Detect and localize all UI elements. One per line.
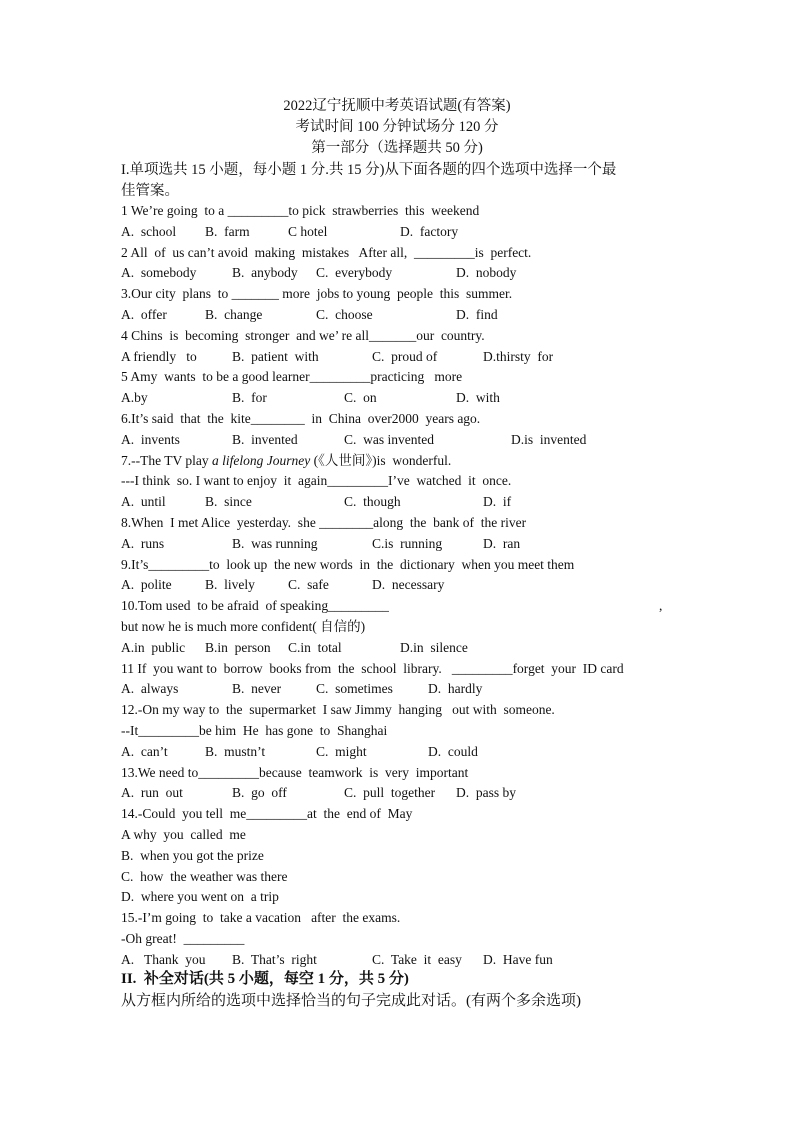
options-row: [121, 783, 681, 803]
answer-option: A. somebody: [121, 265, 197, 281]
question-line: [121, 825, 246, 845]
answer-option: D. factory: [400, 223, 459, 239]
answer-option: B. for: [232, 390, 267, 406]
answer-option: B. anybody: [232, 265, 298, 281]
question-text: 8.When I met Alice yesterday. she ________along the bank of the river: [121, 515, 527, 530]
answer-option: C. Take it easy: [372, 951, 462, 967]
answer-option: B. go off: [232, 785, 287, 801]
options-row: [121, 222, 681, 242]
question-line: [121, 908, 400, 928]
question-text: 9.It’s_________to look up the new words in the dictionary when you meet them: [121, 556, 575, 572]
section2-instruction: 从方框内所给的选项中选择恰当的句子完成此对话。(有两个多余选项): [121, 993, 581, 1009]
answer-option: C hotel: [288, 223, 328, 239]
answer-option: D. with: [456, 390, 500, 406]
question-line: [121, 326, 485, 346]
question-line: [121, 471, 511, 491]
answer-option: A.in public: [121, 639, 186, 655]
answer-option: C. on: [344, 390, 377, 406]
options-row: [121, 679, 681, 699]
question-line: [121, 367, 462, 387]
question-line: [121, 284, 512, 304]
answer-option: A. can’t: [121, 743, 168, 759]
question-line: [121, 659, 624, 679]
question-text: 1 We’re going to a _________to pick strawberries this weekend: [121, 203, 480, 218]
answer-option: D. Have fun: [483, 951, 553, 967]
answer-option: C. choose: [316, 307, 373, 322]
answer-option: A. polite: [121, 577, 172, 593]
question-line: [121, 617, 365, 637]
options-row: [121, 263, 681, 283]
question-text: D. where you went on a trip: [121, 889, 279, 905]
exam-title: 2022辽宁抚顺中考英语试题(有答案): [283, 98, 511, 114]
question-line: [121, 596, 663, 616]
options-row: [121, 638, 681, 658]
answer-option: D. nobody: [456, 265, 517, 281]
question-line: [121, 804, 412, 824]
answer-option: A. school: [121, 223, 177, 239]
question-text: 13.We need to_________because teamwork is very important: [121, 764, 469, 780]
question-line: [121, 243, 531, 263]
question-text: --It_________be him He has gone to Shanghai: [121, 723, 388, 738]
question-line: [121, 846, 264, 866]
question-line: [121, 201, 479, 221]
part-heading: 第一部分（选择题共 50 分): [311, 140, 483, 156]
question-text: 3.Our city plans to _______ more jobs to young people this summer.: [121, 286, 513, 302]
question-text: -Oh great! _________: [121, 931, 245, 946]
question-line: [121, 700, 555, 720]
answer-option: D. necessary: [372, 577, 445, 593]
question-text: C. how the weather was there: [121, 868, 288, 884]
answer-option: B. patient with: [232, 348, 319, 364]
question-text: 2 All of us can’t avoid making mistakes After all, _________is perfect.: [121, 244, 532, 260]
question-text: 12.-On my way to the supermarket I saw Jimmy hanging out with someone.: [121, 702, 555, 718]
question-line: [121, 409, 480, 429]
answer-option: C. was invented: [344, 431, 434, 447]
question-text: 15.-I’m going to take a vacation after the exams.: [121, 910, 401, 926]
section2-title: II. 补全对话(共 5 小题，每空 1 分，共 5 分): [121, 971, 409, 987]
answer-option: B. was running: [232, 535, 318, 551]
answer-option: D. if: [483, 494, 512, 510]
question-text-cont: (《人世间》)is wonderful.: [310, 452, 452, 468]
question-line: [121, 929, 244, 949]
answer-option: A. runs: [121, 535, 165, 551]
answer-option: A. invents: [121, 431, 180, 447]
answer-option: D. hardly: [428, 681, 483, 697]
question-text: A why you called me: [121, 827, 246, 842]
question-text: 14.-Could you tell me_________at the end of May: [121, 806, 413, 822]
answer-option: A.by: [121, 390, 148, 406]
options-row: [121, 534, 681, 554]
exam-subtitle: 考试时间 100 分钟试场分 120 分: [295, 119, 499, 135]
answer-option: C. might: [316, 743, 367, 759]
question-line: [121, 555, 574, 575]
answer-option: B. farm: [205, 223, 250, 239]
answer-option: D. pass by: [456, 785, 516, 801]
answer-option: B. never: [232, 681, 282, 697]
question-line: [121, 763, 468, 783]
italic-title: a lifelong Journey: [211, 452, 311, 468]
question-text: 6.It’s said that the kite________ in China over2000 years ago.: [121, 411, 481, 426]
options-row: [121, 430, 681, 450]
answer-option: B.in person: [205, 639, 271, 655]
question-line: [121, 513, 526, 533]
answer-option: C. safe: [288, 577, 329, 593]
answer-option: A friendly to: [121, 348, 197, 364]
answer-option: D.in silence: [400, 639, 468, 655]
answer-option: D. find: [456, 307, 498, 322]
question-text: 7.--The TV play: [121, 452, 212, 468]
options-row: [121, 742, 681, 762]
section1-instruction: I.单项选共 15 小题，每小题 1 分.共 15 分)从下面各题的四个选项中选择一个最: [121, 162, 617, 178]
question-line: [121, 451, 451, 471]
answer-option: B. since: [205, 494, 252, 510]
question-line: [121, 887, 279, 907]
section1-instruction-cont: 佳管案。: [121, 183, 179, 199]
answer-option: B. That’s right: [232, 951, 317, 967]
question-text: 4 Chins is becoming stronger and we’ re all_______our country.: [121, 327, 485, 343]
answer-option: D.thirsty for: [483, 348, 554, 364]
options-row: [121, 575, 681, 595]
answer-option: B. invented: [232, 431, 298, 447]
answer-option: C. everybody: [316, 265, 393, 281]
answer-option: C. pull together: [344, 785, 436, 801]
options-row: [121, 305, 681, 325]
answer-option: B. lively: [205, 577, 255, 593]
answer-option: C. sometimes: [316, 681, 393, 697]
trailing-comma: ,: [659, 598, 663, 614]
question-text: but now he is much more confident( 自信的): [121, 619, 366, 634]
answer-option: A. run out: [121, 785, 183, 801]
question-text: 10.Tom used to be afraid of speaking_________: [121, 598, 389, 614]
answer-option: A. Thank you: [121, 951, 206, 967]
answer-option: C.is running: [372, 535, 443, 551]
question-text: ---I think so. I want to enjoy it again_________I’ve watched it once.: [121, 473, 512, 489]
options-row: [121, 950, 681, 970]
options-row: [121, 492, 681, 512]
answer-option: A. offer: [121, 307, 167, 322]
answer-option: A. always: [121, 681, 179, 697]
options-row: [121, 388, 681, 408]
answer-option: A. until: [121, 494, 166, 510]
answer-option: B. mustn’t: [205, 743, 266, 759]
question-line: [121, 721, 387, 741]
answer-option: C. though: [344, 494, 401, 510]
question-text: 11 If you want to borrow books from the school library. _________forget your ID card: [121, 660, 624, 676]
answer-option: B. change: [205, 307, 263, 322]
answer-option: D. could: [428, 743, 478, 759]
question-text: B. when you got the prize: [121, 847, 264, 863]
answer-option: D. ran: [483, 535, 521, 551]
question-line: [121, 867, 287, 887]
answer-option: C.in total: [288, 639, 342, 655]
answer-option: C. proud of: [372, 348, 438, 364]
answer-option: D.is invented: [511, 431, 587, 447]
options-row: [121, 347, 681, 367]
question-text: 5 Amy wants to be a good learner_________practicing more: [121, 369, 463, 385]
